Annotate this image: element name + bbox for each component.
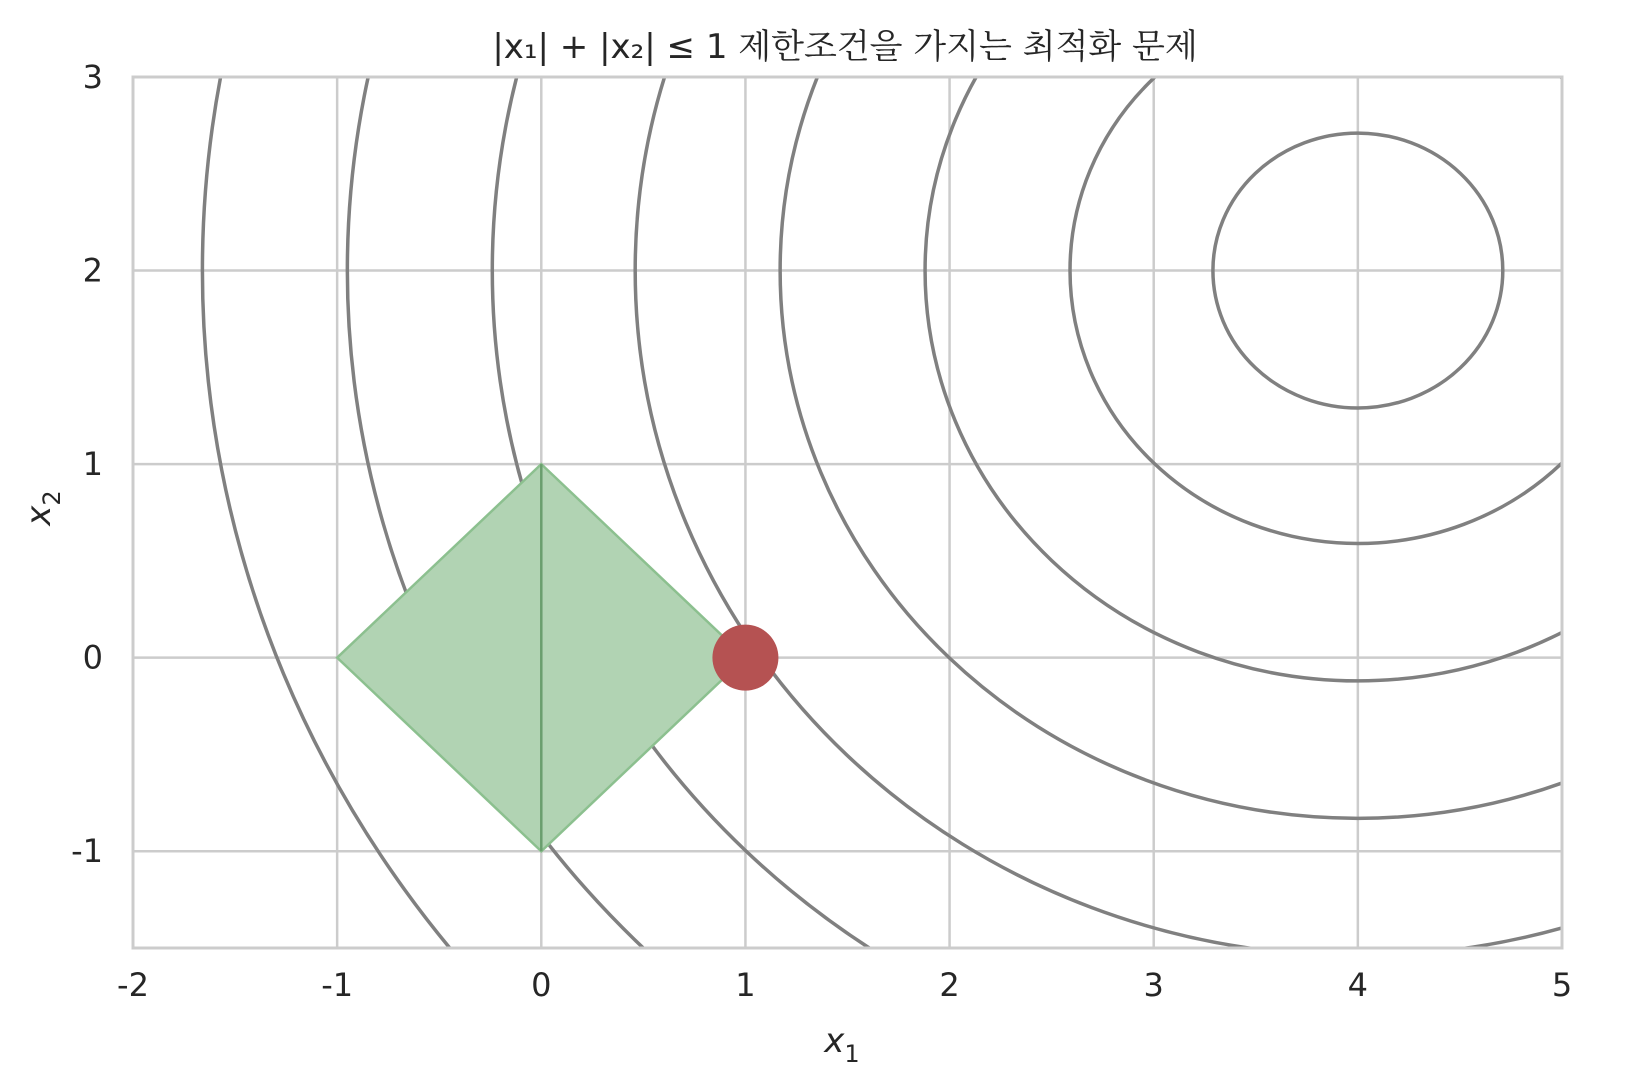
contour-line [925, 0, 1628, 681]
tick-labels [71, 58, 1572, 1004]
contour-line [492, 0, 1628, 1091]
optimum-point [712, 625, 778, 691]
y-axis-label [19, 490, 66, 526]
x-tick-label: 0 [531, 966, 552, 1004]
x-tick-label: 3 [1143, 966, 1164, 1004]
contour-line [202, 0, 1628, 1092]
x-tick-label: 2 [939, 966, 960, 1004]
x-axis-label-subscript: 1 [844, 1040, 860, 1068]
y-tick-label: 1 [82, 445, 103, 484]
x-axis-label-main: x [824, 1021, 845, 1061]
x-tick-label: -2 [117, 966, 149, 1004]
y-axis-label-subscript: 2 [38, 490, 66, 506]
x-tick-label: -1 [321, 966, 354, 1004]
contour-line [635, 0, 1628, 956]
y-tick-label: 0 [82, 638, 103, 677]
y-axis-label-main: x [19, 505, 59, 526]
contour-lines [202, 0, 1628, 1092]
contour-line [780, 0, 1628, 818]
x-tick-label: 1 [735, 966, 756, 1004]
x-tick-label: 4 [1347, 966, 1369, 1004]
optimum-point-layer [712, 625, 778, 691]
x-tick-label: 5 [1551, 966, 1573, 1004]
x-axis-label [823, 1021, 859, 1068]
y-tick-label: 2 [82, 251, 103, 290]
y-tick-label: -1 [71, 832, 103, 871]
y-tick-label: 3 [82, 58, 103, 96]
chart-title: |x₁| + |x₂| ≤ 1 제한조건을 가지는 최적화 문제 [492, 27, 1198, 67]
